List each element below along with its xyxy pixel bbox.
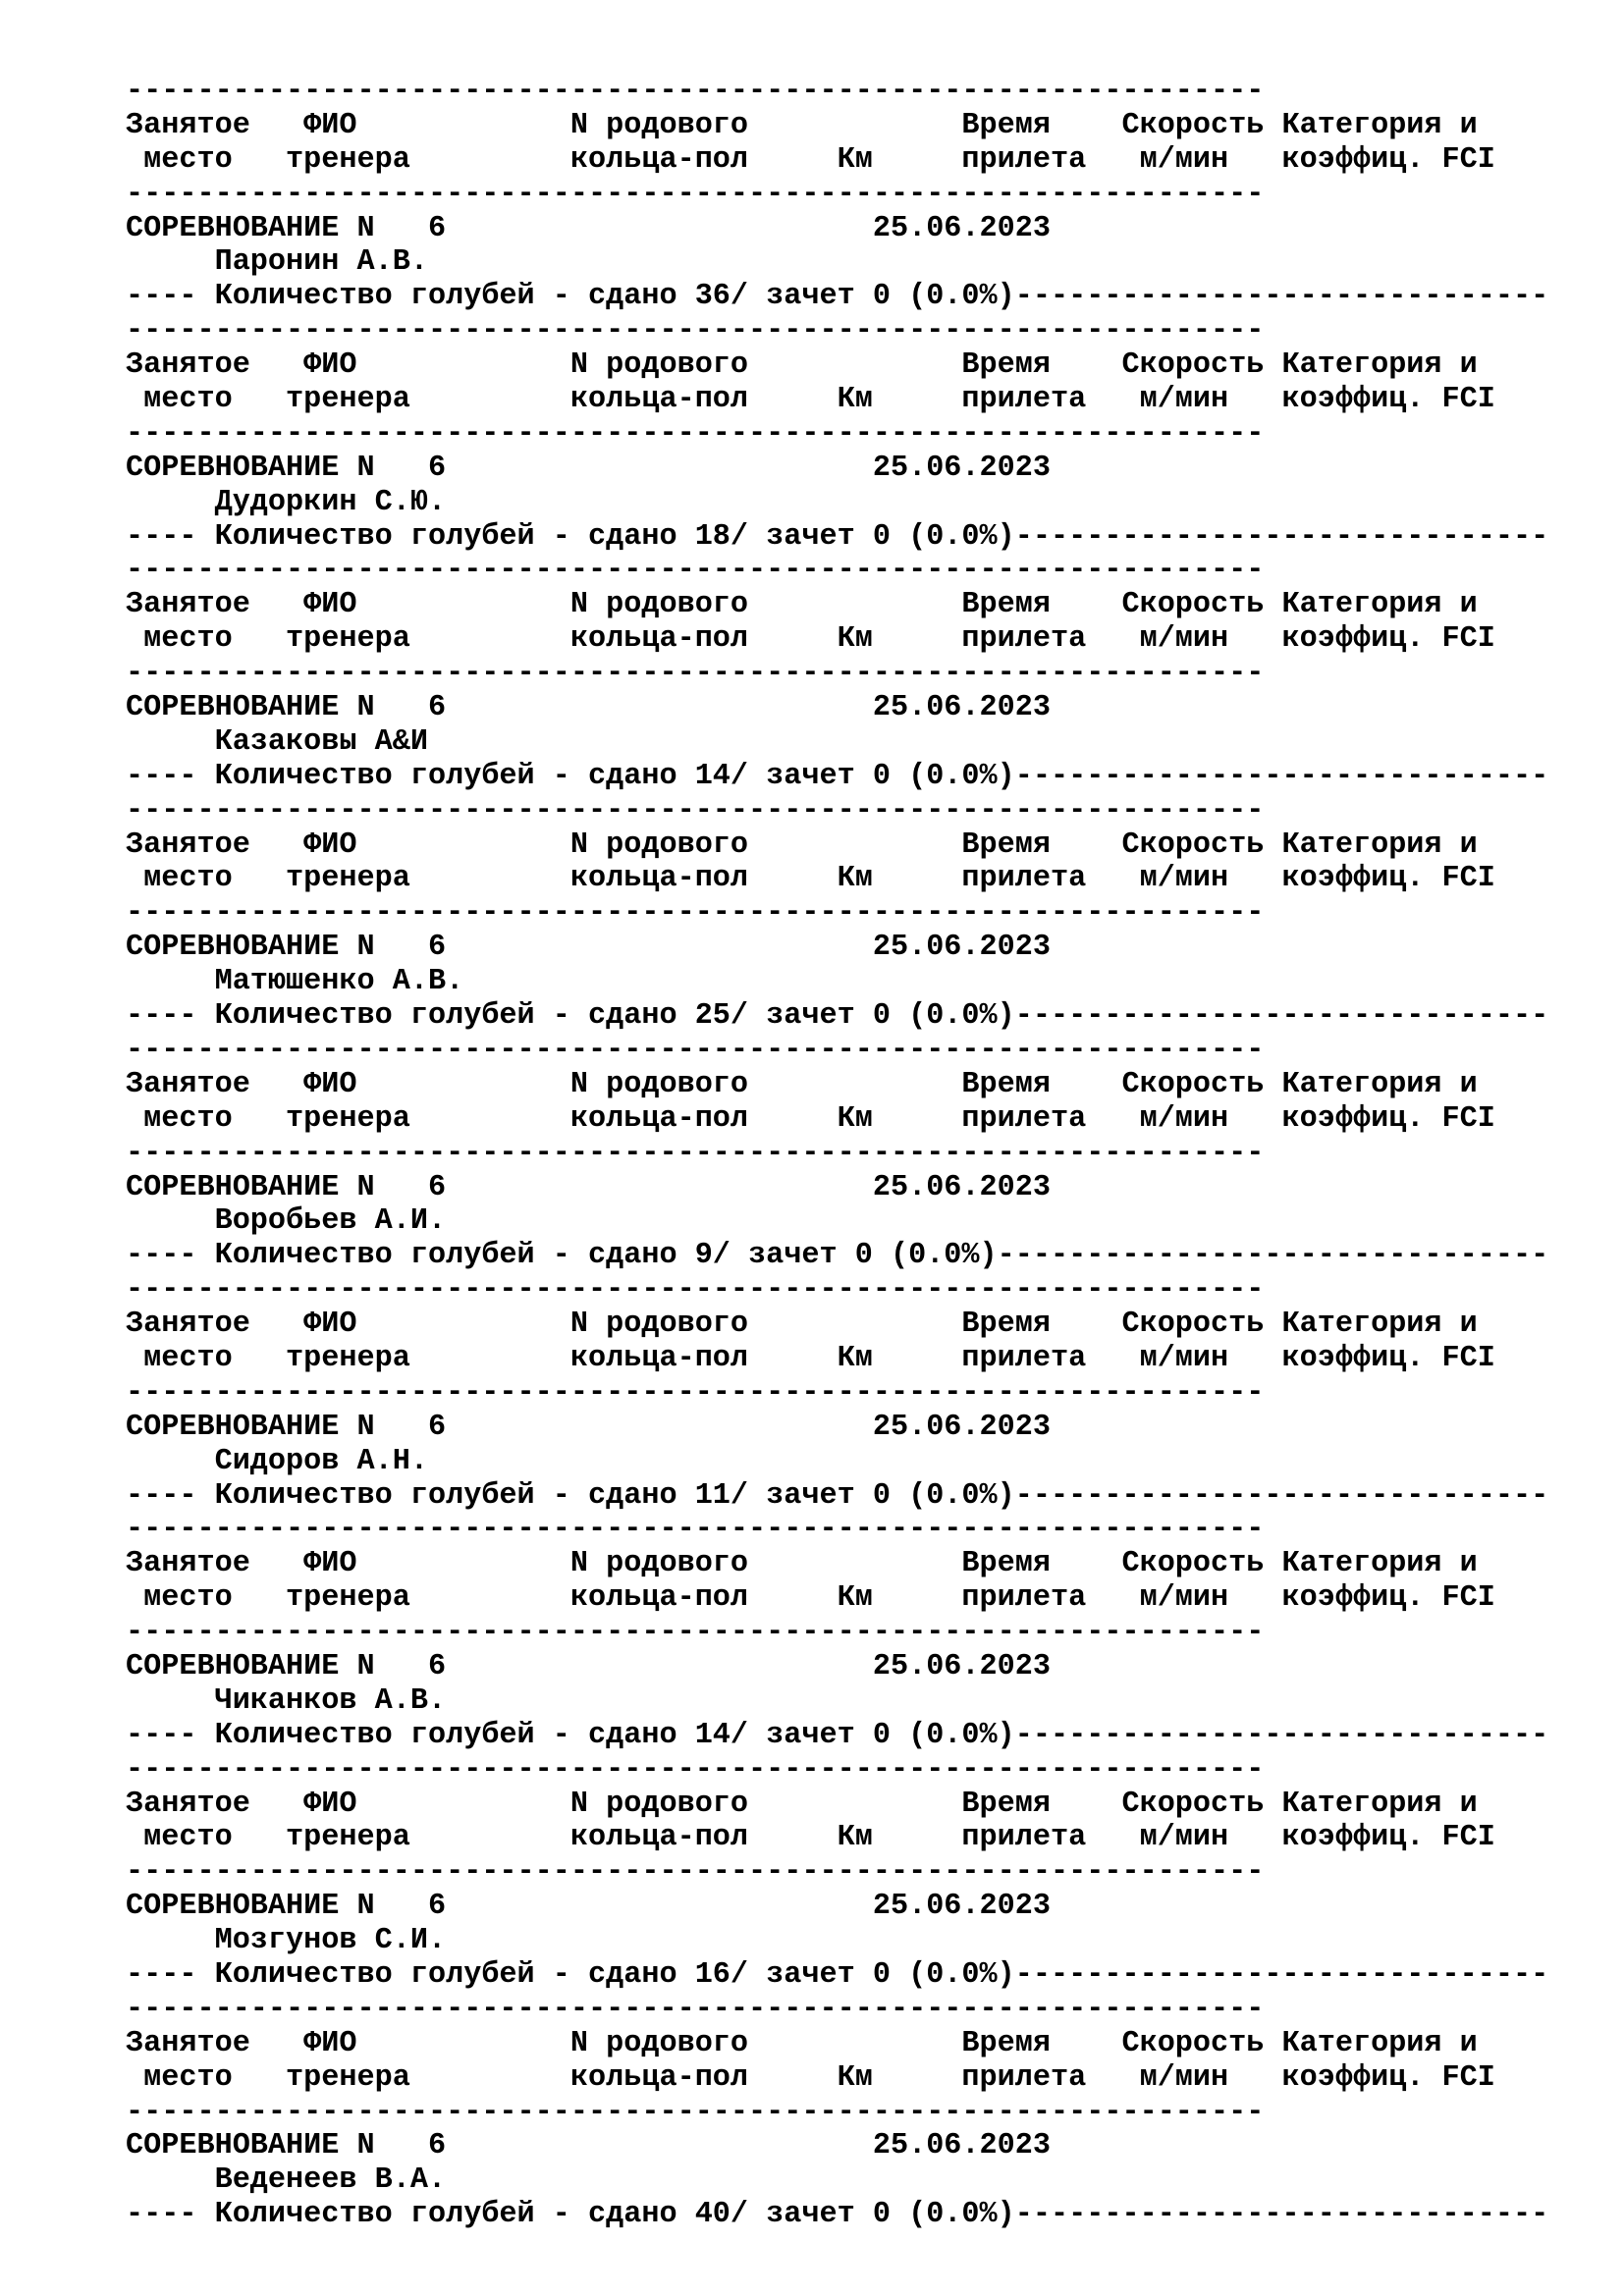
pigeon-count-line: ---- Количество голубей - сдано 40/ зачет 0 (0.0%)------------------------------ xyxy=(126,2198,1549,2232)
competition-block xyxy=(126,1513,1548,1752)
separator-line: ---------------------------------------------------------------- xyxy=(126,416,1265,451)
column-header-row-1: Занятое ФИО N родового Время Скорость Категория и xyxy=(126,2026,1478,2060)
column-header-row-1: Занятое ФИО N родового Время Скорость Категория и xyxy=(126,828,1478,862)
column-header-row-1: Занятое ФИО N родового Время Скорость Категория и xyxy=(126,1067,1478,1101)
separator-line: ---------------------------------------------------------------- xyxy=(126,2095,1265,2129)
pigeon-count-line: ---- Количество голубей - сдано 16/ зачет 0 (0.0%)------------------------------ xyxy=(126,1957,1549,1992)
column-header-row-2: место тренера кольца-пол Км прилета м/мин коэффиц. FCI xyxy=(126,2060,1495,2095)
competition-block xyxy=(126,1273,1548,1513)
report-page xyxy=(126,75,1548,2232)
column-header-row-1: Занятое ФИО N родового Время Скорость Категория и xyxy=(126,348,1478,383)
competition-title: СОРЕВНОВАНИЕ N 6 25.06.2023 xyxy=(126,211,1052,245)
competition-title: СОРЕВНОВАНИЕ N 6 25.06.2023 xyxy=(126,1170,1052,1204)
separator-line: ---------------------------------------------------------------- xyxy=(126,1752,1265,1787)
competition-title: СОРЕВНОВАНИЕ N 6 25.06.2023 xyxy=(126,1649,1052,1683)
competition-title: СОРЕВНОВАНИЕ N 6 25.06.2023 xyxy=(126,691,1052,725)
pigeon-count-line: ---- Количество голубей - сдано 25/ зачет 0 (0.0%)------------------------------ xyxy=(126,999,1549,1034)
competition-block xyxy=(126,794,1548,1034)
trainer-name: Веденеев В.А. xyxy=(126,2163,447,2198)
column-header-row-2: место тренера кольца-пол Км прилета м/мин коэффиц. FCI xyxy=(126,1581,1495,1616)
separator-line: ---------------------------------------------------------------- xyxy=(126,1513,1265,1547)
trainer-name: Матюшенко А.В. xyxy=(126,965,464,999)
separator-line: ---------------------------------------------------------------- xyxy=(126,1616,1265,1650)
separator-line: ---------------------------------------------------------------- xyxy=(126,1033,1265,1067)
pigeon-count-line: ---- Количество голубей - сдано 36/ зачет 0 (0.0%)------------------------------ xyxy=(126,280,1549,314)
pigeon-count-line: ---- Количество голубей - сдано 9/ зачет 0 (0.0%)------------------------------- xyxy=(126,1239,1549,1273)
pigeon-count-line: ---- Количество голубей - сдано 14/ зачет 0 (0.0%)------------------------------ xyxy=(126,759,1549,793)
separator-line: ---------------------------------------------------------------- xyxy=(126,177,1265,211)
column-header-row-2: место тренера кольца-пол Км прилета м/мин коэффиц. FCI xyxy=(126,1101,1495,1136)
column-header-row-2: место тренера кольца-пол Км прилета м/мин коэффиц. FCI xyxy=(126,1341,1495,1375)
competition-block xyxy=(126,1034,1548,1273)
column-header-row-1: Занятое ФИО N родового Время Скорость Категория и xyxy=(126,1547,1478,1581)
competition-title: СОРЕВНОВАНИЕ N 6 25.06.2023 xyxy=(126,2129,1052,2163)
trainer-name: Мозгунов С.И. xyxy=(126,1924,447,1958)
separator-line: ---------------------------------------------------------------- xyxy=(126,1992,1265,2026)
competition-block xyxy=(126,1993,1548,2232)
column-header-row-1: Занятое ФИО N родового Время Скорость Категория и xyxy=(126,108,1478,142)
separator-line: ---------------------------------------------------------------- xyxy=(126,1855,1265,1890)
column-header-row-2: место тренера кольца-пол Км прилета м/мин коэффиц. FCI xyxy=(126,142,1495,177)
trainer-name: Сидоров А.Н. xyxy=(126,1444,428,1478)
separator-line: ---------------------------------------------------------------- xyxy=(126,657,1265,691)
trainer-name: Чиканков А.В. xyxy=(126,1683,447,1718)
pigeon-count-line: ---- Количество голубей - сдано 11/ зачет 0 (0.0%)------------------------------ xyxy=(126,1478,1549,1513)
column-header-row-2: место тренера кольца-пол Км прилета м/мин коэффиц. FCI xyxy=(126,622,1495,657)
separator-line: ---------------------------------------------------------------- xyxy=(126,314,1265,348)
competition-block xyxy=(126,314,1548,554)
column-header-row-1: Занятое ФИО N родового Время Скорость Категория и xyxy=(126,1308,1478,1342)
separator-line: ---------------------------------------------------------------- xyxy=(126,1273,1265,1308)
column-header-row-2: место тренера кольца-пол Км прилета м/мин коэффиц. FCI xyxy=(126,383,1495,417)
pigeon-count-line: ---- Количество голубей - сдано 18/ зачет 0 (0.0%)------------------------------ xyxy=(126,519,1549,554)
column-header-row-2: место тренера кольца-пол Км прилета м/мин коэффиц. FCI xyxy=(126,1821,1495,1855)
competition-block xyxy=(126,75,1548,314)
separator-line: ---------------------------------------------------------------- xyxy=(126,896,1265,931)
competition-title: СОРЕВНОВАНИЕ N 6 25.06.2023 xyxy=(126,451,1052,485)
competition-title: СОРЕВНОВАНИЕ N 6 25.06.2023 xyxy=(126,931,1052,965)
separator-line: ---------------------------------------------------------------- xyxy=(126,75,1265,108)
separator-line: ---------------------------------------------------------------- xyxy=(126,1136,1265,1170)
competition-block xyxy=(126,554,1548,793)
competition-title: СОРЕВНОВАНИЕ N 6 25.06.2023 xyxy=(126,1890,1052,1924)
separator-line: ---------------------------------------------------------------- xyxy=(126,793,1265,828)
trainer-name: Паронин А.В. xyxy=(126,245,428,280)
trainer-name: Дудоркин С.Ю. xyxy=(126,485,447,519)
trainer-name: Воробьев А.И. xyxy=(126,1204,447,1239)
column-header-row-1: Занятое ФИО N родового Время Скорость Категория и xyxy=(126,588,1478,622)
column-header-row-2: место тренера кольца-пол Км прилета м/мин коэффиц. FCI xyxy=(126,862,1495,896)
competition-block xyxy=(126,1753,1548,1993)
separator-line: ---------------------------------------------------------------- xyxy=(126,1375,1265,1410)
trainer-name: Казаковы А&И xyxy=(126,724,428,759)
pigeon-count-line: ---- Количество голубей - сдано 14/ зачет 0 (0.0%)------------------------------ xyxy=(126,1718,1549,1752)
column-header-row-1: Занятое ФИО N родового Время Скорость Категория и xyxy=(126,1787,1478,1821)
separator-line: ---------------------------------------------------------------- xyxy=(126,554,1265,588)
competition-title: СОРЕВНОВАНИЕ N 6 25.06.2023 xyxy=(126,1410,1052,1444)
